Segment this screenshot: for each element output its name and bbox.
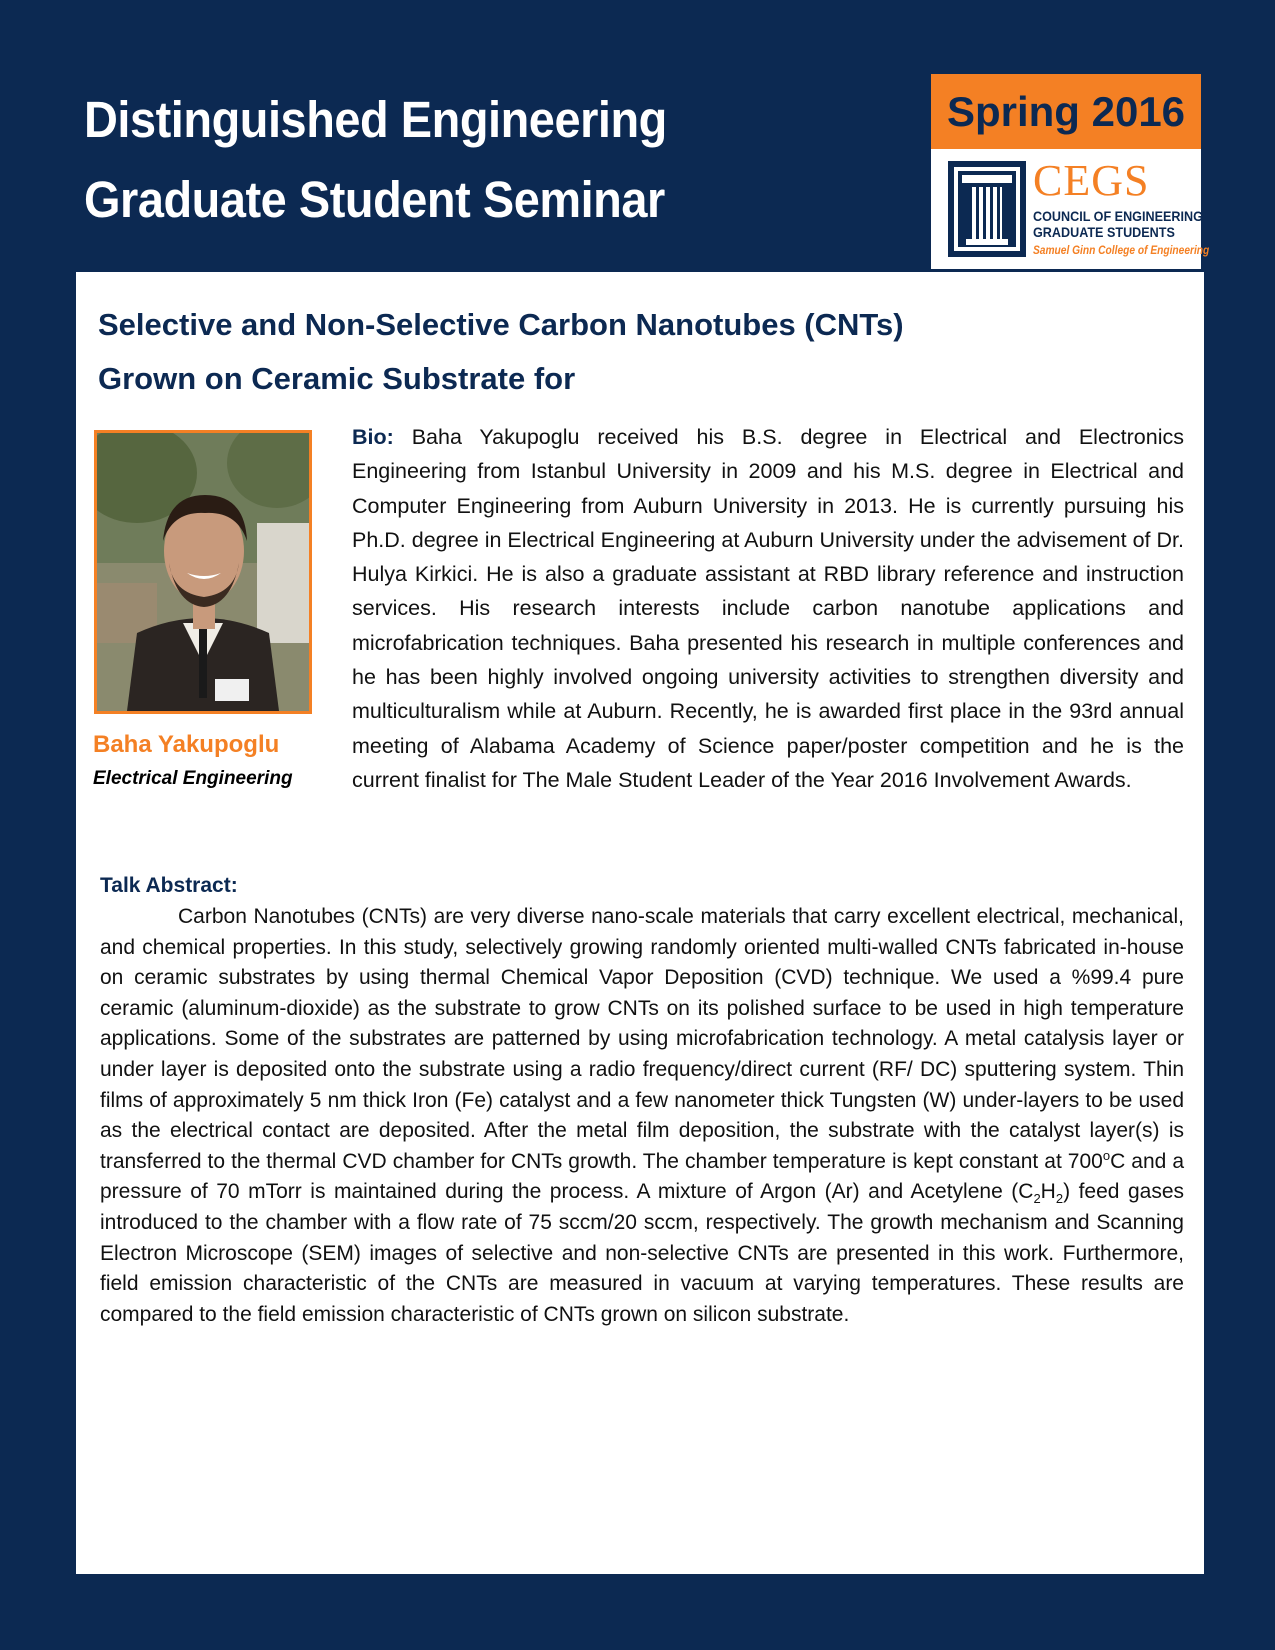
subscript-2: 2: [1055, 1191, 1064, 1207]
speaker-photo: [94, 430, 312, 714]
cegs-logo: [931, 149, 1210, 269]
subscript-1: 2: [1033, 1191, 1041, 1207]
talk-title-line-1: Selective and Non-Selective Carbon Nanotubes (CNTs): [98, 307, 904, 342]
speaker-portrait: [97, 433, 309, 711]
degree-superscript: o: [1102, 1147, 1111, 1163]
abstract-part-4: ) feed gases introduced to the chamber with a flow rate of 75 sccm/20 sccm, respectively. The growth mechanism and Scanning Electron Microscope (SEM) images of selective and non-selective CNTs are presented in this work. Furthermore, field emission characteristic of the CNTs are measured in vacuum at varying temperatures. These results are compared to the field emission characteristic of CNTs grown on silicon substrate.: [100, 1180, 1185, 1326]
abstract-part-2: C and a pressure of 70 mTorr is maintained during the process. A mixture of Argon (Ar) and Acetylene (C: [100, 1149, 1184, 1204]
season-badge: Spring 2016: [931, 74, 1201, 149]
title-line-2: Graduate Student Seminar: [84, 171, 665, 228]
abstract-part-1: Carbon Nanotubes (CNTs) are very diverse nano-scale materials that carry excellent electrical, mechanical, and chemical properties. In this study, selectively growing randomly oriented multi-walled CNTs fabricated in-house on ceramic substrates by using thermal Chemical Vapor Deposition (CVD) technique. We used a %99.4 pure ceramic (aluminum-dioxide) as the substrate to grow CNTs on its polished surface to be used in high temperature applications. Some of the substrates are patterned by using microfabrication technology. A metal catalysis layer or under layer is deposited onto the substrate using a radio frequency/direct current (RF/ DC) sputtering system. Thin films of approximately 5 nm thick Iron (Fe) catalyst and a few nanometer thick Tungsten (W) under-layers to be used as the electrical contact are deposited. After the metal film deposition, the substrate with the catalyst layer(s) is transferred to the thermal CVD chamber for CNTs growth. The chamber temperature is kept constant at 700: [100, 905, 1184, 1173]
logo-wordmark: CEGS: [1033, 156, 1150, 205]
logo-college: Samuel Ginn College of Engineering: [1033, 243, 1210, 257]
talk-title: [98, 298, 1148, 406]
column-building-icon: [948, 161, 1026, 257]
abstract-heading: Talk Abstract:: [100, 874, 238, 897]
talk-title-line-2: Grown on Ceramic Substrate for: [98, 361, 576, 396]
content-panel: [76, 272, 1204, 1574]
bio-label: Bio:: [352, 425, 394, 449]
logo-subtitle-2: GRADUATE STUDENTS: [1033, 224, 1175, 240]
abstract-part-3: H: [1040, 1180, 1056, 1204]
abstract-text: [100, 902, 1184, 1330]
speaker-department: Electrical Engineering: [93, 768, 293, 789]
logo-subtitle-1: COUNCIL OF ENGINEERING: [1033, 208, 1203, 224]
bio-text: [352, 420, 1184, 797]
speaker-name: Baha Yakupoglu: [93, 731, 280, 758]
bio-body: Baha Yakupoglu received his B.S. degree in Electrical and Electronics Engineering from Istanbul University in 2009 and his M.S. degree in Electrical and Computer Engineering from Auburn University in 2013. He is currently pursuing his Ph.D. degree in Electrical Engineering at Auburn University under the advisement of Dr. Hulya Kirkici. He is also a graduate assistant at RBD library reference and instruction services. His research interests include carbon nanotube applications and microfabrication techniques. Baha presented his research in multiple conferences and he has been highly involved ongoing university activities to strengthen diversity and multiculturalism while at Auburn. Recently, he is awarded first place in the 93rd annual meeting of Alabama Academy of Science paper/poster competition and he is the current finalist for The Male Student Leader of the Year 2016 Involvement Awards.: [352, 425, 1184, 792]
page-title: [84, 80, 667, 240]
title-line-1: Distinguished Engineering: [84, 91, 667, 148]
